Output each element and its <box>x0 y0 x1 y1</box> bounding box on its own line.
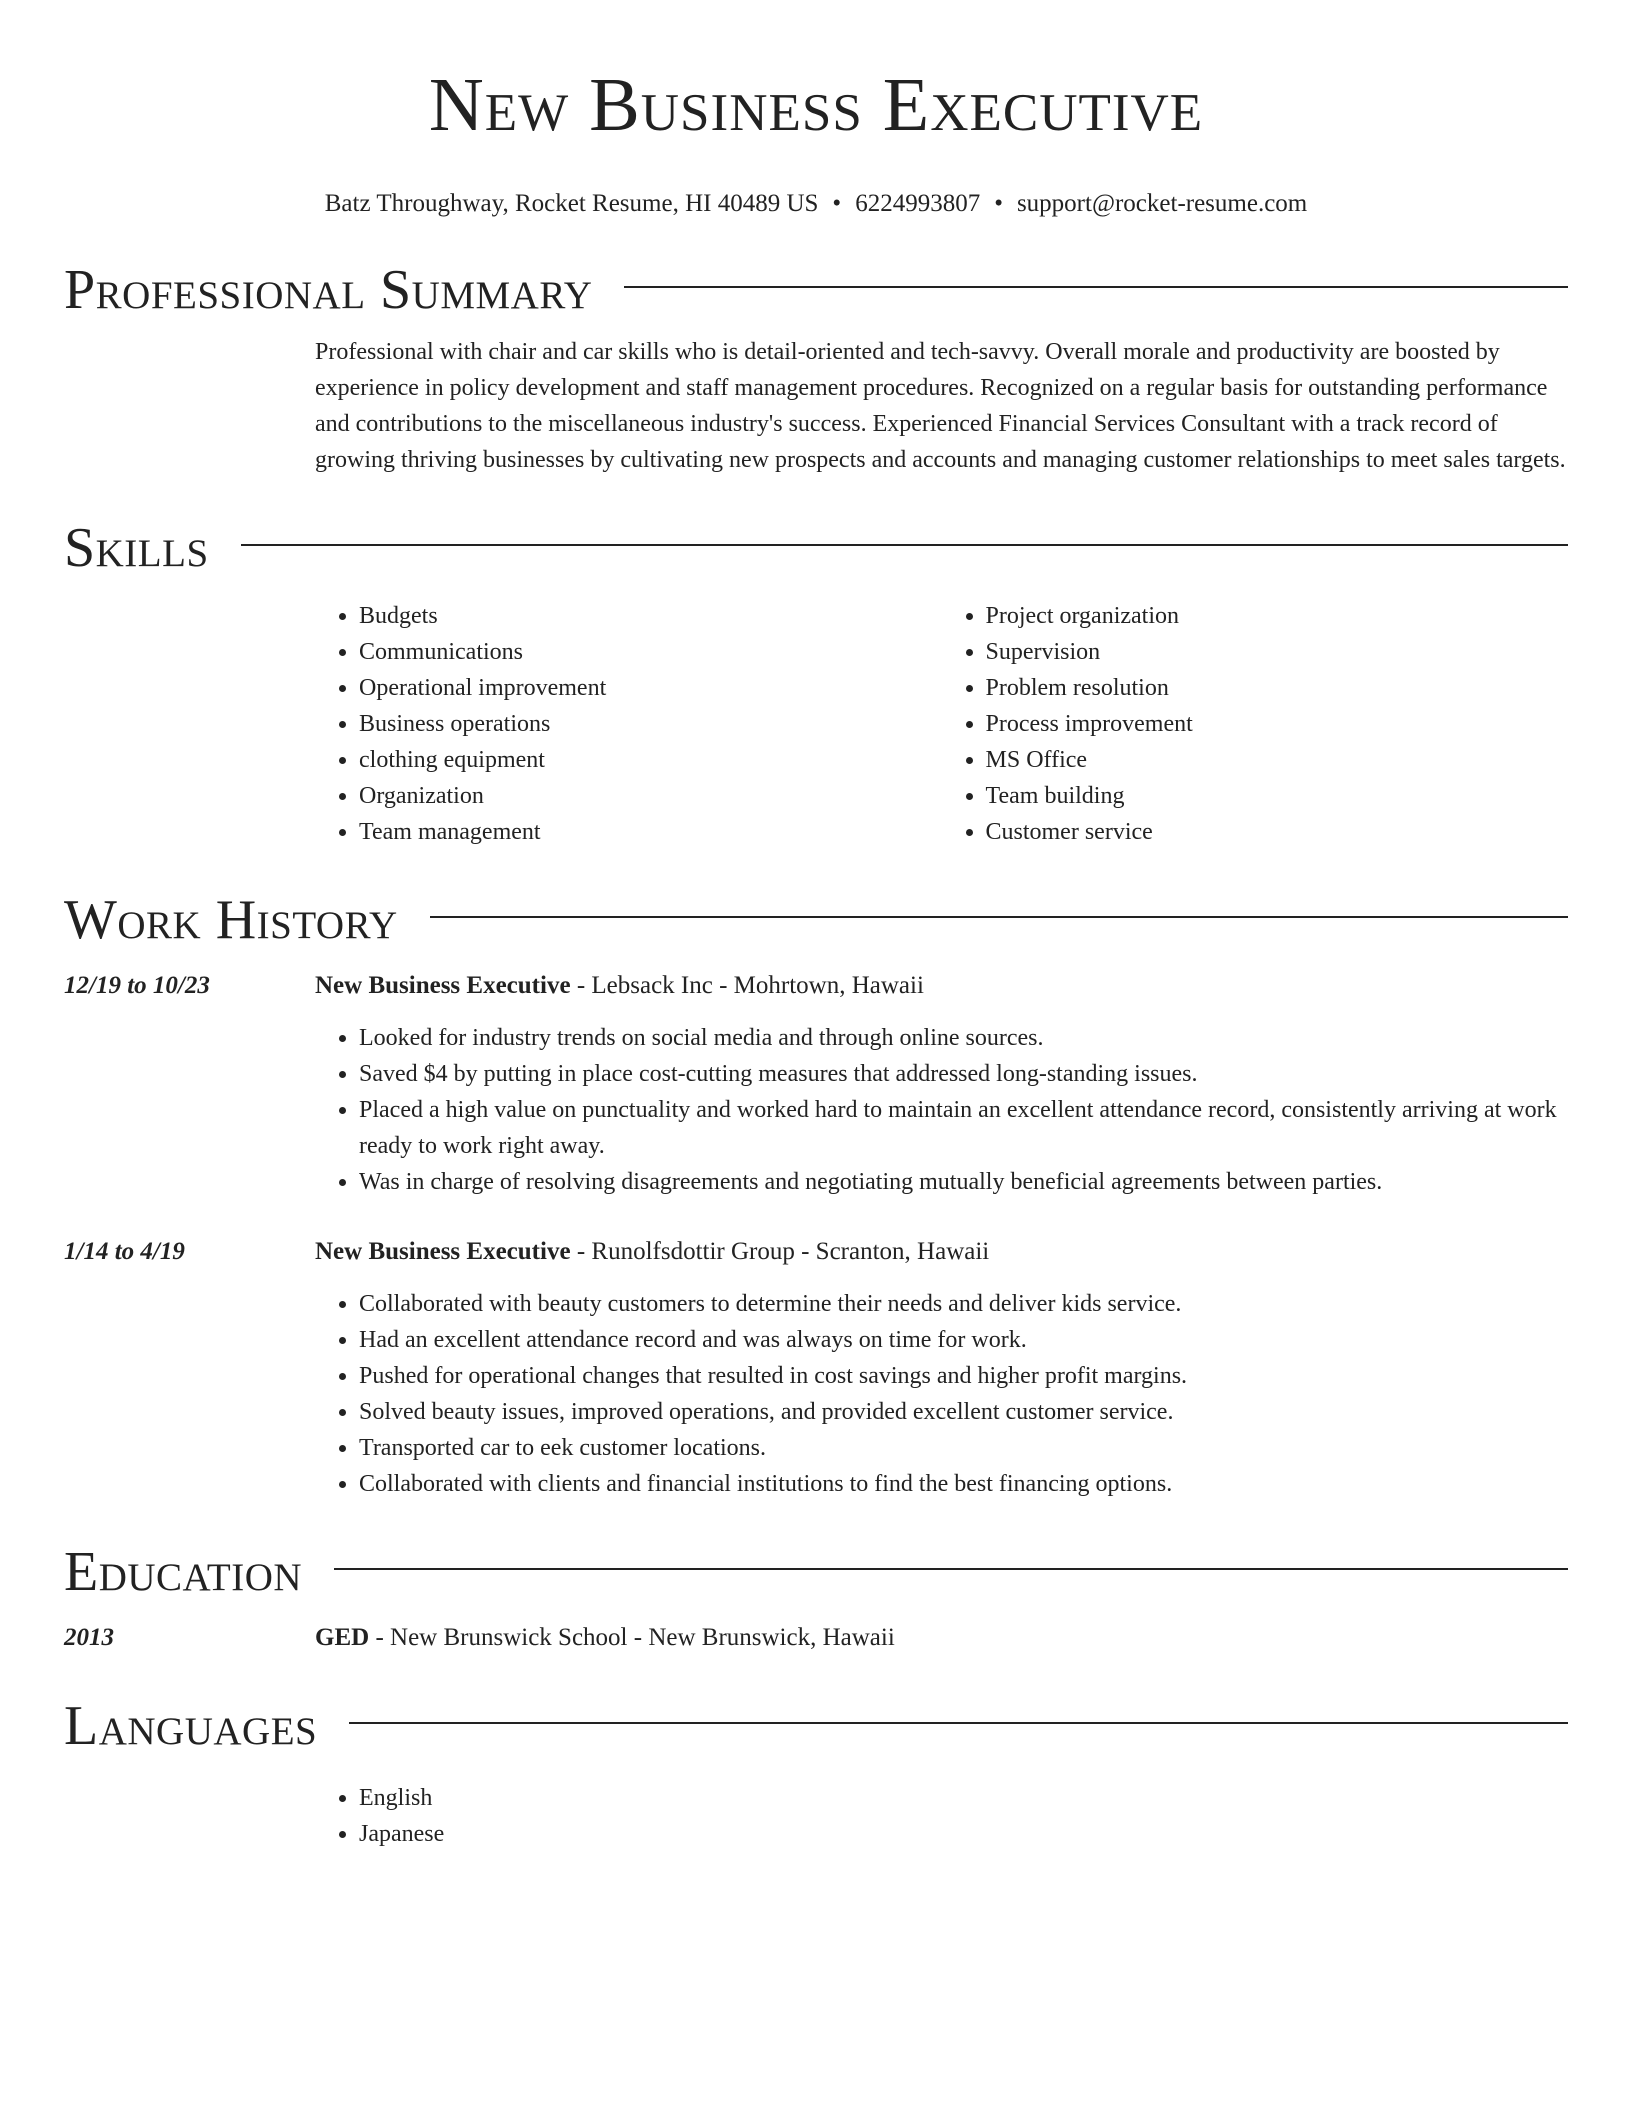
job-dates: 12/19 to 10/23 <box>64 972 210 999</box>
job-bullet: • Looked for industry trends on social media and through online sources. <box>359 1020 1568 1056</box>
skill-item: • Communications <box>359 634 942 670</box>
skills-left-spacer <box>64 598 315 850</box>
candidate-name: New Business Executive <box>428 63 1204 147</box>
job-entry <box>64 968 1568 1200</box>
language-item: • Japanese <box>359 1816 1568 1852</box>
job-dates: 1/14 to 4/19 <box>64 1238 185 1265</box>
job-bullets <box>315 1286 1568 1502</box>
education-entry <box>64 1620 1568 1656</box>
work-section-header <box>64 890 1568 950</box>
languages-section <box>64 1780 1568 1852</box>
summary-section-header <box>64 260 1568 320</box>
education-degree: GED <box>315 1624 370 1651</box>
skills-section-header <box>64 518 1568 578</box>
contact-phone: 6224993807 <box>855 190 981 217</box>
job-title: New Business Executive <box>315 1238 571 1265</box>
section-divider <box>430 916 1568 918</box>
skill-item: • MS Office <box>986 742 1569 778</box>
skill-item: • Process improvement <box>986 706 1569 742</box>
skills-list-right <box>942 598 1569 850</box>
languages-section-header <box>64 1696 1568 1756</box>
languages-list <box>315 1780 1568 1852</box>
education-section-header <box>64 1542 1568 1602</box>
contact-separator: • <box>832 190 842 217</box>
skills-section <box>64 598 1568 850</box>
education-heading: Education <box>64 1541 303 1603</box>
languages-left-spacer <box>64 1780 315 1852</box>
job-bullet: • Transported car to eek customer locations. <box>359 1430 1568 1466</box>
job-bullet: • Solved beauty issues, improved operations, and provided excellent customer service. <box>359 1394 1568 1430</box>
education-year: 2013 <box>64 1624 114 1651</box>
languages-heading: Languages <box>64 1695 318 1757</box>
contact-address: Batz Throughway, Rocket Resume, HI 40489 US <box>324 190 819 217</box>
job-bullet: • Pushed for operational changes that resulted in cost savings and higher profit margins. <box>359 1358 1568 1394</box>
section-divider <box>334 1568 1568 1570</box>
skill-item: • clothing equipment <box>359 742 942 778</box>
job-entry <box>64 1234 1568 1502</box>
skills-list-left <box>315 598 942 850</box>
skill-item: • Operational improvement <box>359 670 942 706</box>
contact-email: support@rocket-resume.com <box>1016 190 1308 217</box>
section-divider <box>241 544 1568 546</box>
job-bullet: • Saved $4 by putting in place cost-cutting measures that addressed long-standing issues. <box>359 1056 1568 1092</box>
job-bullet: • Had an excellent attendance record and was always on time for work. <box>359 1322 1568 1358</box>
job-title-line <box>315 968 1568 1004</box>
skill-item: • Organization <box>359 778 942 814</box>
summary-heading: Professional Summary <box>64 259 593 321</box>
job-bullet: • Was in charge of resolving disagreements and negotiating mutually beneficial agreements between parties. <box>359 1164 1568 1200</box>
job-bullet: • Collaborated with clients and financial institutions to find the best financing options. <box>359 1466 1568 1502</box>
contact-line <box>64 188 1568 220</box>
skill-item: • Budgets <box>359 598 942 634</box>
job-title-line <box>315 1234 1568 1270</box>
summary-left-spacer <box>64 334 315 478</box>
contact-separator: • <box>994 190 1003 217</box>
job-bullets <box>315 1020 1568 1200</box>
section-divider <box>624 286 1568 288</box>
language-item: • English <box>359 1780 1568 1816</box>
job-title: New Business Executive <box>315 972 571 999</box>
job-employer: - Runolfsdottir Group - Scranton, Hawaii <box>570 1238 990 1265</box>
job-employer: - Lebsack Inc - Mohrtown, Hawaii <box>570 972 924 999</box>
summary-text: Professional with chair and car skills who is detail-oriented and tech-savvy. Overall morale and productivity are boosted by experience in policy development and staff management procedures. Recognized on a regular basis for outstanding performance and contributions to the miscellaneous industry's success. Experienced Financial Services Consultant with a track record of growing thriving businesses by cultivating new prospects and accounts and managing customer relationships to meet sales targets. <box>315 339 1566 473</box>
work-heading: Work History <box>64 889 398 951</box>
job-bullet: • Collaborated with beauty customers to determine their needs and deliver kids service. <box>359 1286 1568 1322</box>
education-school: - New Brunswick School - New Brunswick, Hawaii <box>369 1624 895 1651</box>
summary-section <box>64 334 1568 478</box>
skill-item: • Customer service <box>986 814 1569 850</box>
education-line <box>315 1620 1568 1656</box>
section-divider <box>349 1722 1568 1724</box>
skill-item: • Business operations <box>359 706 942 742</box>
skill-item: • Team building <box>986 778 1569 814</box>
skill-item: • Supervision <box>986 634 1569 670</box>
skills-grid <box>315 598 1568 850</box>
skill-item: • Project organization <box>986 598 1569 634</box>
skills-heading: Skills <box>64 517 209 579</box>
job-bullet: • Placed a high value on punctuality and worked hard to maintain an excellent attendance record, consistently arriving at work ready to work right away. <box>359 1092 1568 1164</box>
skill-item: • Team management <box>359 814 942 850</box>
skill-item: • Problem resolution <box>986 670 1569 706</box>
